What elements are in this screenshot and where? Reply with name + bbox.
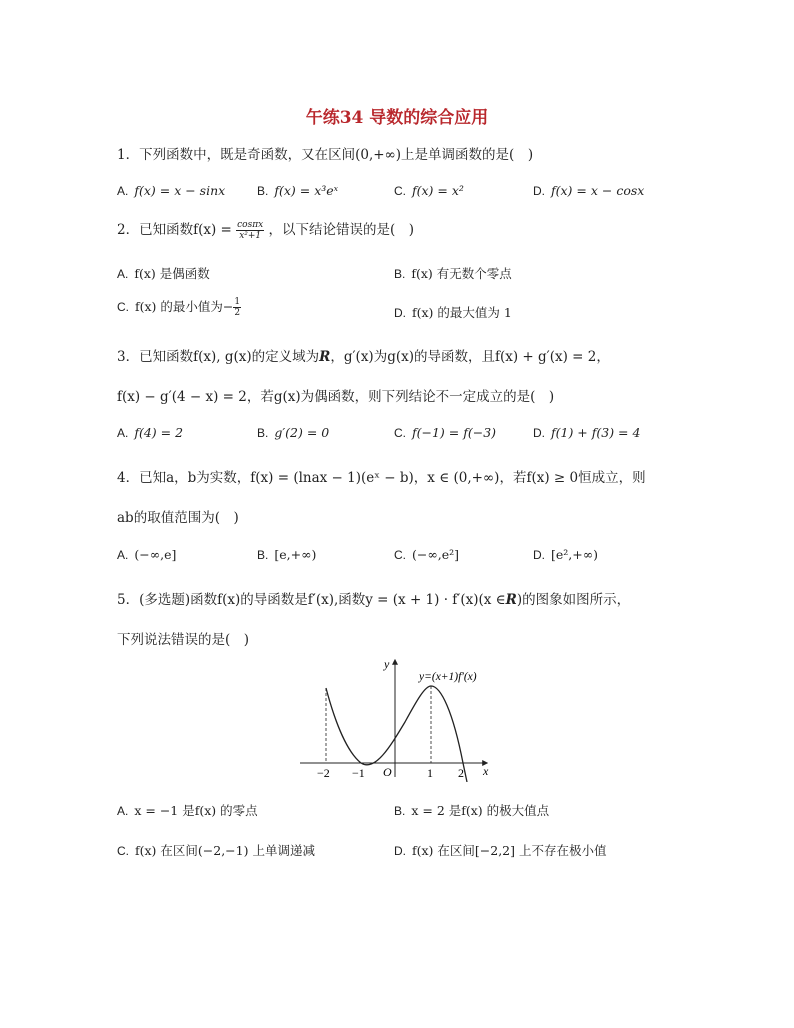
page-title: 午练34 导数的综合应用 <box>305 108 489 128</box>
tick-label-minus1: −1 <box>352 766 365 780</box>
tick-label-1: 1 <box>427 766 433 780</box>
q2-option-b[interactable]: B. f(x) 有无数个零点 <box>394 266 512 281</box>
y-axis-label: y <box>384 657 390 671</box>
q2-stem: 2．已知函数f(x) = $\frac{\cos\pi x}{\text{x²+1}}$ ，以下结论错误的是( ) <box>117 220 415 241</box>
tick-label-minus2: −2 <box>317 766 330 780</box>
tick-label-2: 2 <box>458 766 464 780</box>
origin-label: O <box>383 765 392 779</box>
q5-option-b[interactable]: B. x = 2 是f(x) 的极大值点 <box>394 803 550 818</box>
q4-option-d[interactable]: D. [e²,+∞) <box>533 547 599 562</box>
q3-stem-line1: 3．已知函数f(x), g(x)的定义域为R，g′(x)为g(x)的导函数，且f(x) + g′(x) = 2， <box>117 349 610 365</box>
q3-option-b[interactable]: B. g′(2) = 0 <box>257 425 330 440</box>
q4-option-b[interactable]: B. [e,+∞) <box>257 547 317 562</box>
q3-option-d[interactable]: D. f(1) + f(3) = 4 <box>533 425 641 440</box>
q4-option-a[interactable]: A. (−∞,e] <box>117 547 177 562</box>
q1-option-c[interactable]: C. f(x) = x² <box>394 183 464 198</box>
q5-function-graph <box>295 652 505 782</box>
q4-option-c[interactable]: C. (−∞,e²] <box>394 547 460 562</box>
q2-option-a[interactable]: A. f(x) 是偶函数 <box>117 266 210 281</box>
curve <box>326 686 467 782</box>
q2-option-c[interactable]: C. f(x) 的最小值为− $\frac{1}{2}$ <box>117 297 241 318</box>
q3-option-c[interactable]: C. f(−1) = f(−3) <box>394 425 497 440</box>
q4-stem-line2: ab的取值范围为( ) <box>117 510 239 526</box>
q1-option-b[interactable]: B. f(x) = x³eˣ <box>257 183 339 198</box>
q5-option-a[interactable]: A. x = −1 是f(x) 的零点 <box>117 803 258 818</box>
q1-option-a[interactable]: A. f(x) = x − sinx <box>117 183 226 198</box>
q5-stem-line1: 5．(多选题)函数f(x)的导函数是f′(x),函数y = (x + 1) · f′(x)(x ∈R)的图象如图所示， <box>117 592 631 608</box>
q1-stem: 1．下列函数中，既是奇函数，又在区间(0,+∞)上是单调函数的是( ) <box>117 147 534 163</box>
q4-stem-line1: 4．已知a，b为实数，f(x) = (lnax − 1)(eˣ − b)，x ∈ (0,+∞)，若f(x) ≥ 0恒成立，则 <box>117 470 646 486</box>
q5-option-d[interactable]: D. f(x) 在区间[−2,2] 上不存在极小值 <box>394 843 607 858</box>
q5-stem-line2: 下列说法错误的是( ) <box>117 632 250 648</box>
q3-stem-line2: f(x) − g′(4 − x) = 2，若g(x)为偶函数，则下列结论不一定成立的是( ) <box>117 389 555 405</box>
x-axis-label: x <box>483 764 489 778</box>
curve-label: y=(x+1)f′(x) <box>419 671 477 683</box>
q3-option-a[interactable]: A. f(4) = 2 <box>117 425 184 440</box>
q2-fraction: $\frac{\cos\pi x}{\text{x²+1}}$ <box>237 220 264 241</box>
q2-option-d[interactable]: D. f(x) 的最大值为 1 <box>394 305 512 320</box>
q1-option-d[interactable]: D. f(x) = x − cosx <box>533 183 645 198</box>
q5-option-c[interactable]: C. f(x) 在区间(−2,−1) 上单调递减 <box>117 843 315 858</box>
